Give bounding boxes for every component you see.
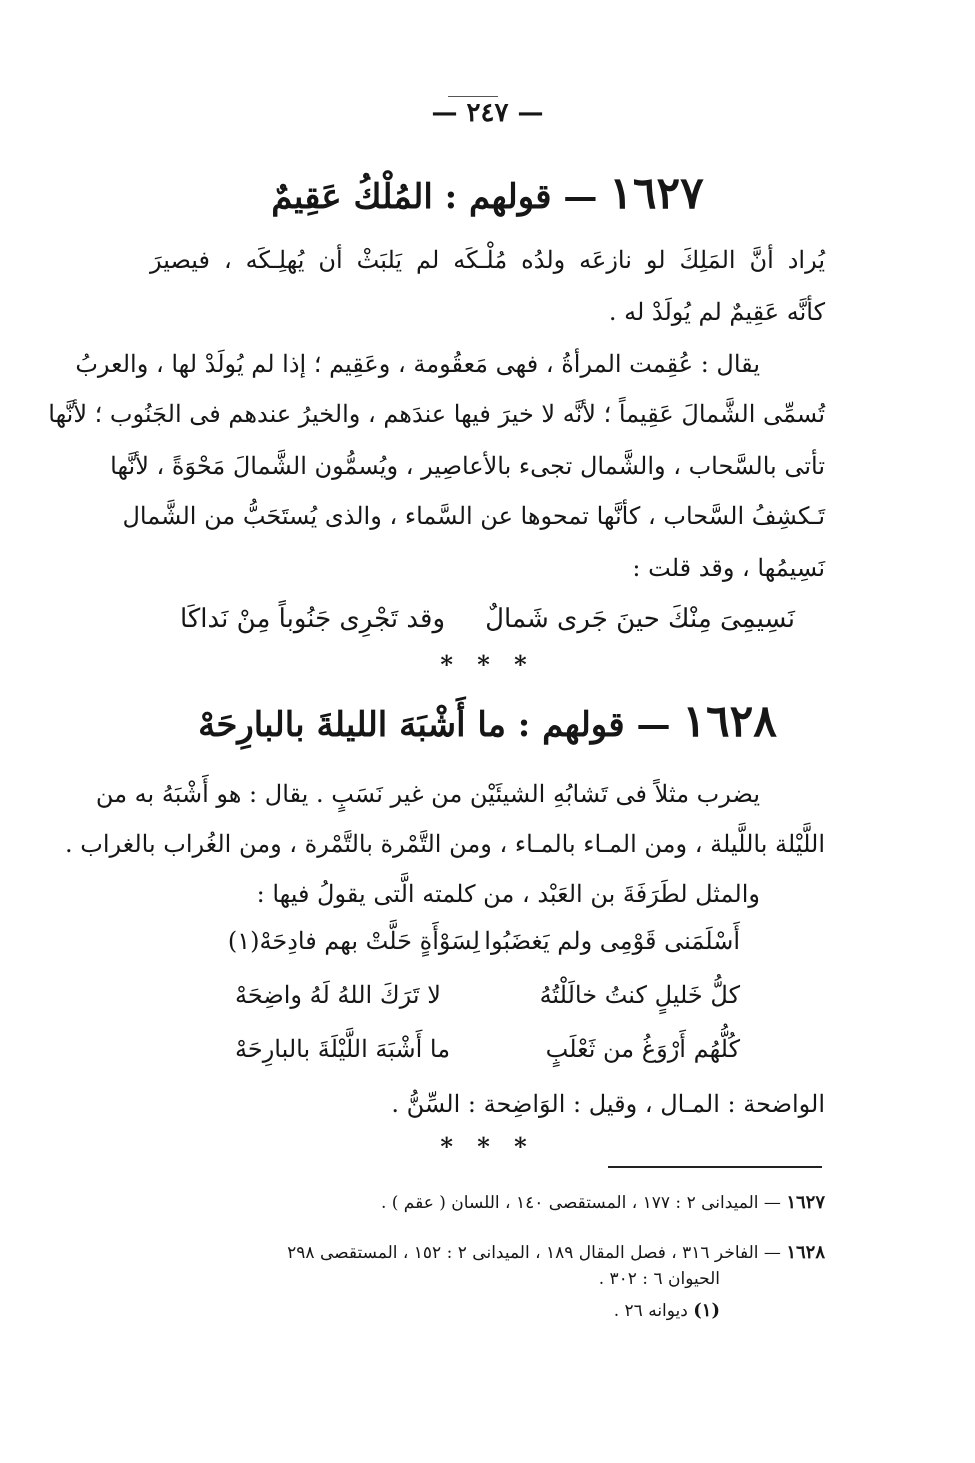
text-line: نَسِيمُها ، وقد قلت :	[632, 554, 825, 582]
text-line: كأنَّه عَقِيمٌ لم يُولَدْ له .	[608, 298, 825, 326]
page-number-rule	[448, 96, 498, 97]
verse-line	[227, 920, 740, 962]
footnote	[150, 1190, 825, 1216]
section-separator: * * *	[440, 1132, 535, 1161]
verse-line	[180, 597, 795, 641]
footnote-text: ديوانه ٢٦ .	[613, 1301, 688, 1321]
text-line: الواضحة : المـال ، وقيل : الوَاضِحة : السِّنُّ .	[391, 1090, 825, 1118]
text-line: تُسمِّى الشَّمالَ عَقِيماً ؛ لأنَّه لا خيرَ فيها عندَهم ، والخيرُ عندهم فى الجَنُوب ؛ لأنَّها	[48, 400, 825, 428]
page-number: — ٢٤٧ —	[431, 98, 544, 128]
footnote-ref: (١)	[693, 1300, 720, 1321]
footnote-ref: ١٦٢٨	[786, 1242, 825, 1263]
verse-hemistich-first: أَسْلَمَنى قَوْمِى ولم يَغضَبُوا	[484, 927, 740, 955]
text-line: يضرب مثلاً فى تَشابُهِ الشيئَيْن من غير نَسَبٍ . يقال : هو أَشْبَهُ به من	[95, 780, 760, 808]
footnote-text: — الميدانى ٢ : ١٧٧ ، المستقصى ١٤٠ ، اللسان ( عقم ) .	[380, 1193, 781, 1213]
text-line: والمثل لطَرَفَةَ بن العَبْد ، من كلمته الَّتى يقولُ فيها :	[256, 880, 760, 908]
entry-heading	[140, 168, 835, 219]
text-line: اللَّيْلة باللَّيلة ، ومن المـاء بالمـاء ، ومن التَّمْرة بالتَّمْرة ، ومن الغُراب بالغراب .	[65, 830, 825, 858]
text-line: تَـكشِفُ السَّحاب ، كأنَّها تمحوها عن السَّماء ، والذى يُستَحَبُّ من الشَّمال	[122, 502, 825, 530]
footnote	[150, 1298, 720, 1324]
entry-heading	[140, 696, 835, 747]
verse-hemistich-second: لا تَرَكَ اللهُ لَهُ واضِحَهْ	[235, 981, 441, 1009]
verse-hemistich-first: نَسِيمِىَ مِنْكَ حينَ جَرى شَمالٌ	[485, 604, 795, 634]
verse-line	[235, 1028, 740, 1070]
verse-hemistich-second: وقد تَجْرِى جَنُوباً مِنْ نَداكَا	[180, 604, 446, 634]
entry-title: — قولهم : ما أَشْبَهَ الليلةَ بالبارِحَهْ	[198, 705, 671, 745]
footnote-continuation: الحيوان ٦ : ٣٠٢ .	[598, 1269, 720, 1289]
verse-hemistich-second: ما أَشْبَهَ اللَّيْلَةَ بالبارِحَهْ	[235, 1035, 451, 1063]
footnote-rule	[608, 1166, 822, 1168]
footnote-text: — الفاخر ٣١٦ ، فصل المقال ١٨٩ ، الميدانى ٢ : ١٥٢ ، المستقصى ٢٩٨	[287, 1243, 781, 1263]
entry-title: — قولهم : المُلْكُ عَقِيمٌ	[271, 177, 598, 217]
text-line: يقال : عُقِمت المرأةُ ، فهى مَعقُومة ، وعَقِيم ؛ إذا لم يُولَدْ لها ، والعربُ	[75, 350, 760, 378]
section-separator: * * *	[440, 650, 535, 679]
text-line: تأتى بالسَّحاب ، والشَّمال تجىء بالأعاصِير ، ويُسمُّون الشَّمالَ مَحْوَةً ، لأنَّها	[110, 452, 825, 480]
verse-hemistich-first: كُلُّهُم أَرْوَغُ من ثَعْلَبٍ	[545, 1035, 740, 1063]
footnote-ref: ١٦٢٧	[786, 1192, 825, 1213]
entry-number: ١٦٢٨	[682, 696, 777, 747]
footnote	[150, 1240, 825, 1266]
entry-number: ١٦٢٧	[609, 168, 704, 219]
text-line: يُراد أنَّ المَلِكَ لو نازعَه ولدُه مُلْـكَه لم يَلبَثْ أن يُهلِـكَه ، فيصيرَ	[150, 246, 825, 274]
verse-hemistich-second: لِسَوْأَةٍ حَلَّتْ بهم فادِحَهْ(١)	[227, 927, 480, 955]
verse-line	[235, 974, 740, 1016]
verse-hemistich-first: كلُّ خَليلٍ كنتُ خالَلْتُهُ	[539, 981, 740, 1009]
